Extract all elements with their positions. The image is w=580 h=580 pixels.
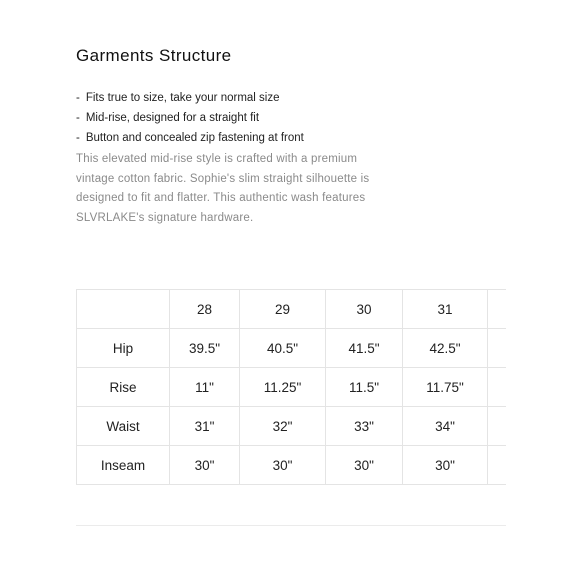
- row-label: Inseam: [77, 446, 170, 485]
- feature-item: [76, 108, 304, 128]
- table-cell: 32": [240, 407, 326, 446]
- size-header: 30: [326, 290, 403, 329]
- table-corner-cell: [77, 290, 170, 329]
- size-header: [488, 290, 507, 329]
- section-divider: [76, 525, 506, 526]
- table-row: [77, 329, 507, 368]
- table-row: [77, 407, 507, 446]
- table-cell: [488, 407, 507, 446]
- table-cell: 31": [170, 407, 240, 446]
- feature-text: Fits true to size, take your normal size: [85, 92, 280, 104]
- table-row: [77, 368, 507, 407]
- table-cell: 41.5": [326, 329, 403, 368]
- table-row: [77, 446, 507, 485]
- feature-item: [76, 128, 304, 148]
- bullet-dash: -: [76, 112, 80, 124]
- table-header-row: [77, 290, 507, 329]
- table-cell: 30": [403, 446, 488, 485]
- feature-item: [76, 88, 304, 108]
- table-cell: 40.5": [240, 329, 326, 368]
- row-label: Waist: [77, 407, 170, 446]
- feature-text: Button and concealed zip fastening at front: [85, 132, 304, 144]
- size-table: [76, 289, 506, 485]
- feature-text: Mid-rise, designed for a straight fit: [85, 112, 260, 124]
- row-label: Hip: [77, 329, 170, 368]
- table-cell: [488, 446, 507, 485]
- table-cell: 33": [326, 407, 403, 446]
- feature-list: [76, 88, 304, 148]
- table-cell: 42.5": [403, 329, 488, 368]
- bullet-dash: -: [76, 92, 80, 104]
- table-cell: [488, 368, 507, 407]
- page-title: Garments Structure: [76, 46, 232, 65]
- table-cell: 34": [403, 407, 488, 446]
- row-label: Rise: [77, 368, 170, 407]
- table-cell: 39.5": [170, 329, 240, 368]
- table-cell: 30": [240, 446, 326, 485]
- table-cell: 11.25": [240, 368, 326, 407]
- table-cell: 11.75": [403, 368, 488, 407]
- size-chart[interactable]: [76, 289, 506, 489]
- size-header: 31: [403, 290, 488, 329]
- table-cell: 30": [326, 446, 403, 485]
- product-description: This elevated mid-rise style is crafted with a premium vintage cotton fabric. Sophie's slim straight silhouette is designed to fit and flatter. This authentic wash features SLVRLAKE's signature hardware.: [76, 153, 370, 224]
- table-cell: 11": [170, 368, 240, 407]
- table-cell: [488, 329, 507, 368]
- table-cell: 11.5": [326, 368, 403, 407]
- bullet-dash: -: [76, 132, 80, 144]
- size-header: 28: [170, 290, 240, 329]
- size-header: 29: [240, 290, 326, 329]
- table-cell: 30": [170, 446, 240, 485]
